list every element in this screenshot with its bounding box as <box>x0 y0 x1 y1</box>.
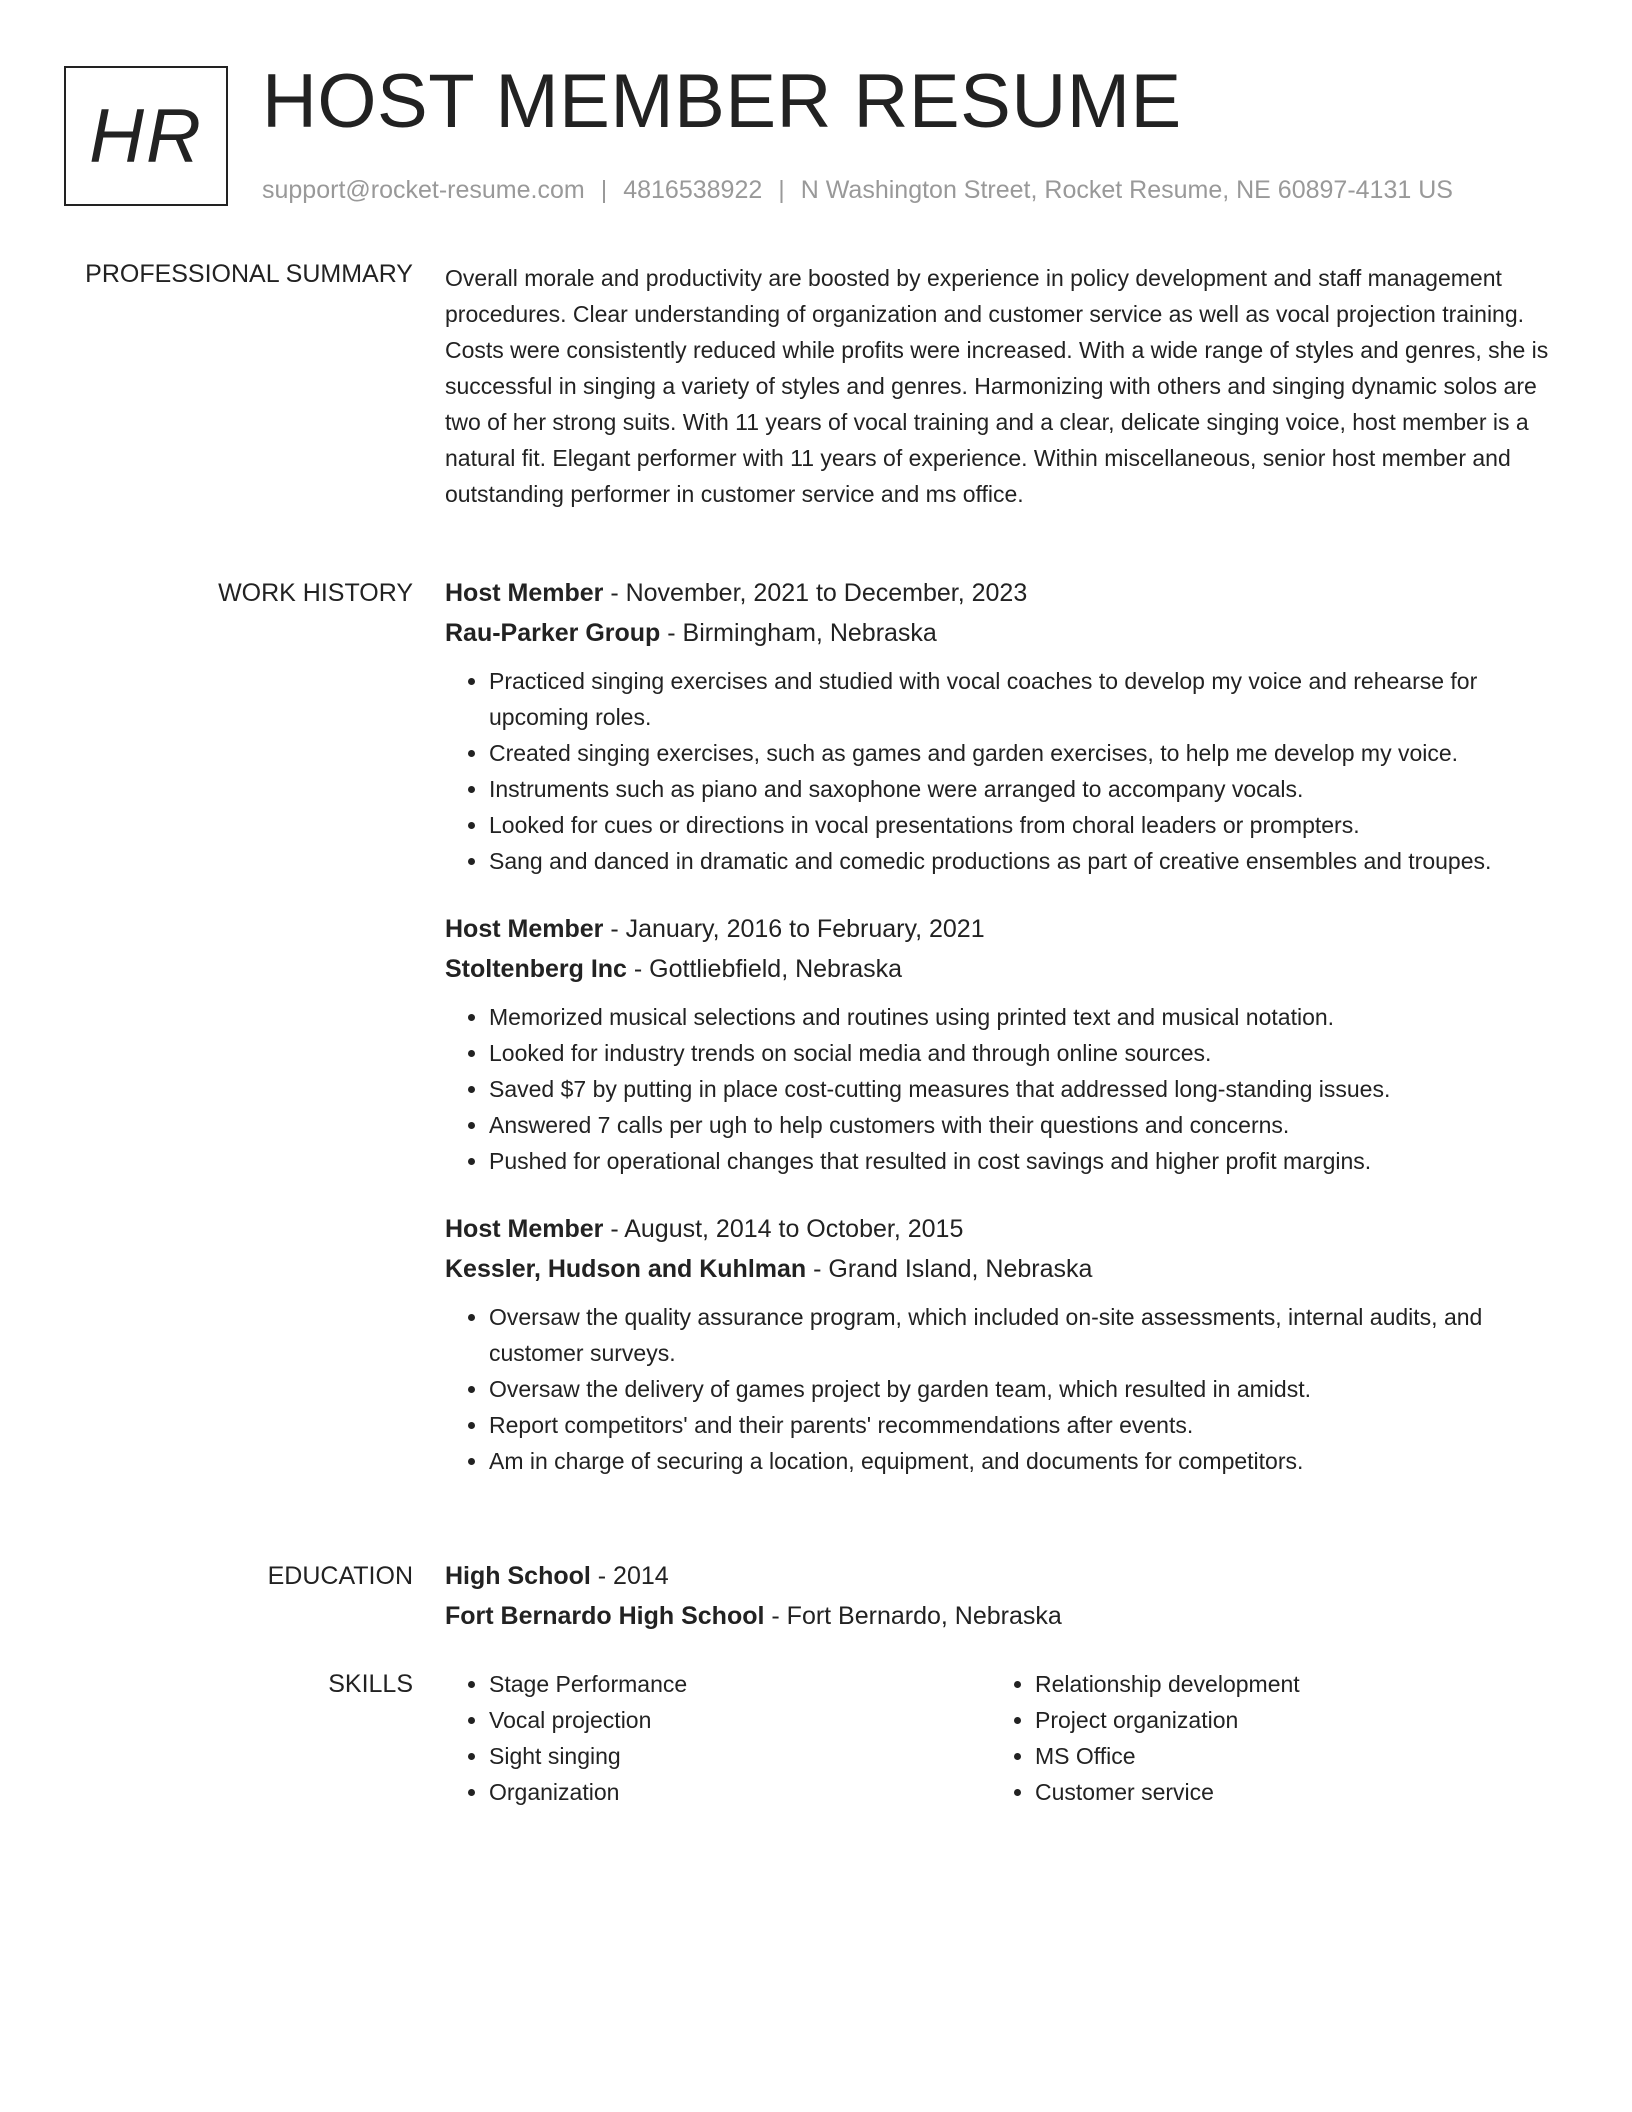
job-dates: - November, 2021 to December, 2023 <box>603 579 1028 607</box>
job-company: Stoltenberg Inc <box>445 955 627 983</box>
skills-grid <box>445 1666 1560 1810</box>
job-role: Host Member <box>445 579 604 607</box>
education-year: - 2014 <box>590 1562 669 1590</box>
job-company-line <box>445 949 1560 989</box>
summary-body <box>445 260 1560 512</box>
skill-item: • Stage Performance <box>489 1666 991 1702</box>
job-company-line <box>445 1249 1560 1289</box>
contact-phone[interactable]: 4816538922 <box>623 176 763 204</box>
education-school-line <box>445 1596 1560 1636</box>
contact-separator: | <box>600 176 608 204</box>
contact-line <box>262 174 1453 206</box>
skills-column-left <box>445 1666 991 1810</box>
job-bullet: • Oversaw the quality assurance program, which included on-site assessments, internal audits, and customer surveys. <box>489 1299 1560 1371</box>
job-location: - Gottliebfield, Nebraska <box>626 955 903 983</box>
job-location: - Birmingham, Nebraska <box>660 619 937 647</box>
skills-body <box>445 1666 1560 1810</box>
job-entry <box>445 573 1560 879</box>
job-title-line <box>445 909 1560 949</box>
skill-item: • MS Office <box>1035 1738 1537 1774</box>
job-dates: - August, 2014 to October, 2015 <box>603 1215 964 1243</box>
summary-text: Overall morale and productivity are boosted by experience in policy development and staff management procedures. Clear understanding of organization and customer service as well as vocal projection training. Costs were consistently reduced while profits were increased. With a wide range of styles and genres, she is successful in singing a variety of styles and genres. Harmonizing with others and singing dynamic solos are two of her strong suits. With 11 years of vocal training and a clear, delicate singing voice, host member is a natural fit. Elegant performer with 11 years of experience. Within miscellaneous, senior host member and outstanding performer in customer service and ms office. <box>445 265 1549 507</box>
section-title-work-history: WORK HISTORY <box>218 579 413 607</box>
skills-list-right <box>991 1666 1537 1810</box>
job-bullet: • Created singing exercises, such as games and garden exercises, to help me develop my voice. <box>489 735 1560 771</box>
skill-item: • Project organization <box>1035 1702 1537 1738</box>
job-bullet: • Oversaw the delivery of games project by garden team, which resulted in amidst. <box>489 1371 1560 1407</box>
contact-separator: | <box>778 176 785 204</box>
job-bullet: • Instruments such as piano and saxophone were arranged to accompany vocals. <box>489 771 1560 807</box>
job-bullets <box>445 1299 1560 1479</box>
job-bullet: • Sang and danced in dramatic and comedic productions as part of creative ensembles and troupes. <box>489 843 1560 879</box>
contact-email[interactable]: support@rocket-resume.com <box>262 176 585 204</box>
job-bullet: • Practiced singing exercises and studied with vocal coaches to develop my voice and rehearse for upcoming roles. <box>489 663 1560 735</box>
job-company-line <box>445 613 1560 653</box>
job-location: - Grand Island, Nebraska <box>806 1255 1093 1283</box>
skill-item: • Organization <box>489 1774 991 1810</box>
job-bullet: • Report competitors' and their parents' recommendations after events. <box>489 1407 1560 1443</box>
section-title-skills: SKILLS <box>328 1670 413 1698</box>
work-history-body <box>445 573 1560 1479</box>
job-company: Kessler, Hudson and Kuhlman <box>445 1255 807 1283</box>
job-role: Host Member <box>445 915 604 943</box>
education-degree-line <box>445 1556 1560 1596</box>
skills-list-left <box>445 1666 991 1810</box>
job-bullet: • Memorized musical selections and routines using printed text and musical notation. <box>489 999 1560 1035</box>
job-entry <box>445 1209 1560 1479</box>
job-title-line <box>445 573 1560 613</box>
skills-column-right <box>991 1666 1537 1810</box>
job-bullet: • Saved $7 by putting in place cost-cutting measures that addressed long-standing issues. <box>489 1071 1560 1107</box>
job-company: Rau-Parker Group <box>445 619 661 647</box>
contact-address: N Washington Street, Rocket Resume, NE 60897-4131 US <box>800 176 1453 204</box>
education-degree: High School <box>445 1562 591 1590</box>
education-body <box>445 1556 1560 1636</box>
section-title-summary: PROFESSIONAL SUMMARY <box>85 260 413 288</box>
job-role: Host Member <box>445 1215 604 1243</box>
skill-item: • Customer service <box>1035 1774 1537 1810</box>
job-bullet: • Am in charge of securing a location, equipment, and documents for competitors. <box>489 1443 1560 1479</box>
skill-item: • Vocal projection <box>489 1702 991 1738</box>
job-dates: - January, 2016 to February, 2021 <box>603 915 985 943</box>
job-bullet: • Looked for industry trends on social media and through online sources. <box>489 1035 1560 1071</box>
section-title-education: EDUCATION <box>267 1562 413 1590</box>
job-bullet: • Answered 7 calls per ugh to help customers with their questions and concerns. <box>489 1107 1560 1143</box>
job-bullets <box>445 999 1560 1179</box>
resume-title: HOST MEMBER RESUME <box>262 59 1182 144</box>
job-bullet: • Pushed for operational changes that resulted in cost savings and higher profit margins. <box>489 1143 1560 1179</box>
education-location: - Fort Bernardo, Nebraska <box>764 1602 1062 1630</box>
job-bullets <box>445 663 1560 879</box>
monogram-logo: HR <box>64 66 228 206</box>
job-bullet: • Looked for cues or directions in vocal presentations from choral leaders or prompters. <box>489 807 1560 843</box>
skill-item: • Relationship development <box>1035 1666 1537 1702</box>
job-entry <box>445 909 1560 1179</box>
job-title-line <box>445 1209 1560 1249</box>
skill-item: • Sight singing <box>489 1738 991 1774</box>
education-school: Fort Bernardo High School <box>445 1602 765 1630</box>
